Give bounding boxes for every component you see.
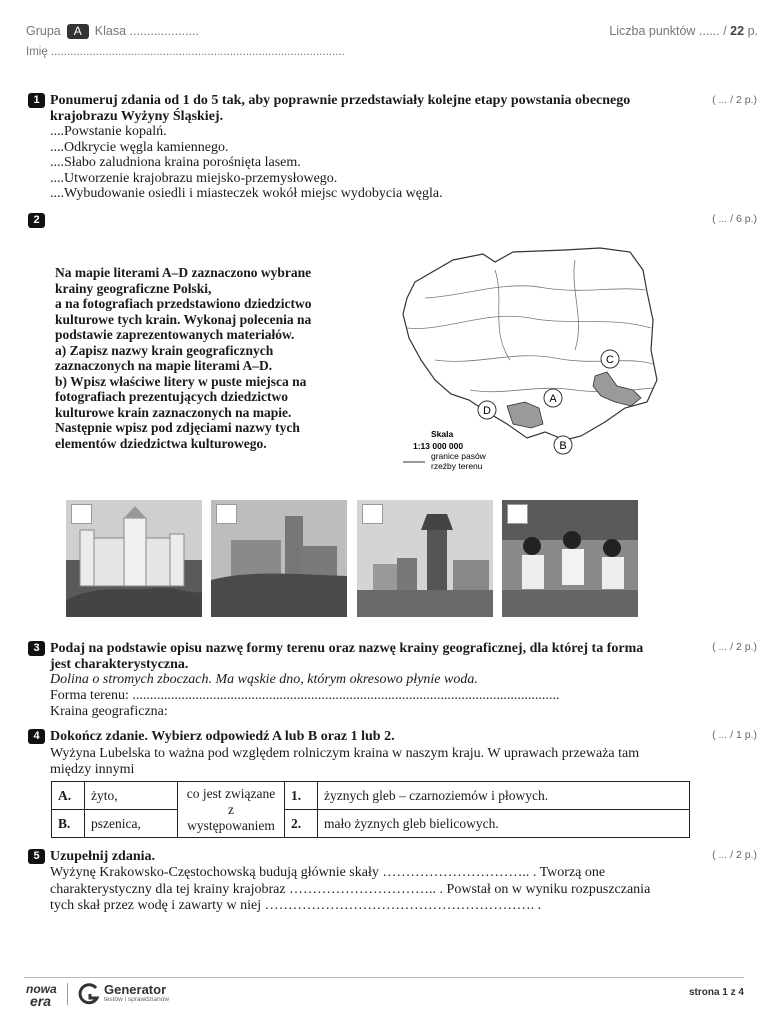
footer-separator xyxy=(67,983,68,1005)
logo-bottom: era xyxy=(30,993,52,1009)
question-5-title: Uzupełnij zdania. xyxy=(50,849,156,864)
list-item: ....Wybudowanie osiedli i miasteczek wokół miejsc wydobycia węgla. xyxy=(50,186,443,201)
option-2-text[interactable]: mało żyznych gleb bielicowych. xyxy=(318,810,690,838)
group-line xyxy=(26,24,199,39)
connector-line3: występowaniem xyxy=(187,817,275,833)
q2-line: zaznaczonych na mapie literami A–D. xyxy=(55,358,273,373)
question-points-1: ( ... / 2 p.) xyxy=(712,94,757,106)
option-2-number[interactable]: 2. xyxy=(285,810,318,838)
connector-cell xyxy=(178,782,285,838)
question-4-title: Dokończ zdanie. Wybierz odpowiedź A lub B oraz 1 lub 2. xyxy=(50,729,395,744)
question-5-text xyxy=(50,865,650,915)
question-1-title xyxy=(50,93,630,125)
name-field: Imię ............................................................................................ xyxy=(26,46,345,58)
q2-line: kulturowe tych krain. Wykonaj polecenia na xyxy=(55,311,312,327)
class-label: Klasa .................... xyxy=(94,24,199,38)
q3-title-line1: Podaj na podstawie opisu nazwę formy terenu oraz nazwę krainy geograficznej, dla której ta forma xyxy=(50,641,644,656)
region-field[interactable]: Kraina geograficzna: xyxy=(50,704,168,719)
answer-table xyxy=(51,781,690,838)
option-1-number[interactable]: 1. xyxy=(285,782,318,810)
answer-box[interactable] xyxy=(362,504,383,524)
points-unit: p. xyxy=(747,24,758,38)
option-b-letter[interactable]: B. xyxy=(52,810,85,838)
question-number-5: 5 xyxy=(28,849,45,864)
q5-line3[interactable]: tych skał przez wodę i zawarty w niej …………………………………………………. . xyxy=(50,898,542,913)
answer-box[interactable] xyxy=(507,504,528,524)
generator-title: Generator xyxy=(104,982,167,997)
q2-line: Na mapie literami A–D zaznaczono wybrane xyxy=(55,265,312,280)
question-4-text xyxy=(50,746,639,777)
list-item: ....Utworzenie krajobrazu miejsko-przemysłowego. xyxy=(50,170,338,186)
question-3-title xyxy=(50,641,643,673)
legend-text-2: rzeźby terenu xyxy=(431,461,483,471)
option-a-text[interactable]: żyto, xyxy=(85,782,178,810)
question-number-1: 1 xyxy=(28,93,45,108)
footer-divider xyxy=(24,977,744,978)
nowa-era-logo xyxy=(26,983,57,1007)
map-label-d: D xyxy=(483,405,491,417)
map-label-c: C xyxy=(606,354,614,366)
list-item: ....Powstanie kopalń. xyxy=(50,124,167,139)
points-summary xyxy=(609,24,758,38)
group-label: Grupa xyxy=(26,24,61,38)
question-points-3: ( ... / 2 p.) xyxy=(712,641,757,653)
option-1-text[interactable]: żyznych gleb – czarnoziemów i płowych. xyxy=(318,782,690,810)
question-number-2: 2 xyxy=(28,213,45,228)
generator-subtitle: testów i sprawdzianów xyxy=(104,996,170,1003)
q2-line: podstawie zaprezentowanych materiałów. xyxy=(55,327,295,342)
question-2-instructions xyxy=(55,265,311,451)
list-item: ....Słabo zaludniona kraina porośnięta lasem. xyxy=(50,155,301,170)
photo-castle-ruins xyxy=(211,500,347,617)
map-label-a: A xyxy=(549,393,557,405)
q2-line: fotografiach prezentujących dziedzictwo xyxy=(55,389,288,404)
q1-title-line2: krajobrazu Wyżyny Śląskiej. xyxy=(50,109,224,124)
q3-title-line2: jest charakterystyczna. xyxy=(50,657,189,672)
q2-line: kulturowe krain zaznaczonych na mapie. xyxy=(55,404,292,420)
question-number-3: 3 xyxy=(28,641,45,656)
answer-box[interactable] xyxy=(71,504,92,524)
q2-line: b) Wpisz właściwe litery w puste miejsca na xyxy=(55,373,307,389)
page-number: strona 1 z 4 xyxy=(688,987,744,998)
poland-map xyxy=(395,240,670,475)
connector-line2: z xyxy=(228,801,234,817)
question-1-items xyxy=(50,124,443,202)
photo-mine-shaft xyxy=(357,500,493,617)
question-points-5: ( ... / 2 p.) xyxy=(712,849,757,861)
answer-box[interactable] xyxy=(216,504,237,524)
question-points-4: ( ... / 1 p.) xyxy=(712,729,757,741)
q4-text-line1: Wyżyna Lubelska to ważna pod względem rolniczym kraina w naszym kraju. W uprawach przeważa tam xyxy=(50,746,640,761)
q5-line2[interactable]: charakterystyczny dla tej krainy krajobraz ………………………….. . Powstał on w wyniku rozpuszczania xyxy=(50,881,651,897)
landform-field[interactable]: Forma terenu: .......................................................................................................................... xyxy=(50,688,560,703)
generator-logo-icon xyxy=(77,982,101,1006)
scale-label: Skala xyxy=(431,429,454,439)
scale-value: 1:13 000 000 xyxy=(413,441,464,451)
photo-folk-dance xyxy=(502,500,638,617)
points-total: 22 xyxy=(730,24,745,38)
group-badge: A xyxy=(67,24,89,39)
q2-line: krainy geograficzne Polski, xyxy=(55,280,212,296)
q2-line: a na fotografiach przedstawiono dziedzictwo xyxy=(55,296,312,311)
q2-line: Następnie wpisz pod zdjęciami nazwy tych xyxy=(55,420,300,435)
legend-text-1: granice pasów xyxy=(431,451,486,461)
map-label-b: B xyxy=(559,440,567,452)
question-number-4: 4 xyxy=(28,729,45,744)
q1-title-line1: Ponumeruj zdania od 1 do 5 tak, aby poprawnie przedstawiały kolejne etapy powstania obecnego xyxy=(50,93,631,108)
points-label: Liczba punktów ...... / xyxy=(609,24,727,38)
q2-line: a) Zapisz nazwy krain geograficznych xyxy=(55,342,274,358)
connector-line1: co jest związane xyxy=(186,785,276,801)
q2-line: elementów dziedzictwa kulturowego. xyxy=(55,435,267,451)
list-item: ....Odkrycie węgla kamiennego. xyxy=(50,139,229,155)
option-a-letter[interactable]: A. xyxy=(52,782,85,810)
question-points-2: ( ... / 6 p.) xyxy=(712,213,757,225)
q4-text-line2: między innymi xyxy=(50,761,135,777)
q5-line1[interactable]: Wyżynę Krakowsko-Częstochowską budują głównie skały ………………………….. . Tworzą one xyxy=(50,865,606,880)
photo-castle xyxy=(66,500,202,617)
question-3-description: Dolina o stromych zboczach. Ma wąskie dno, którym okresowo płynie woda. xyxy=(50,672,478,687)
logo-top: nowa xyxy=(26,982,57,996)
option-b-text[interactable]: pszenica, xyxy=(85,810,178,838)
